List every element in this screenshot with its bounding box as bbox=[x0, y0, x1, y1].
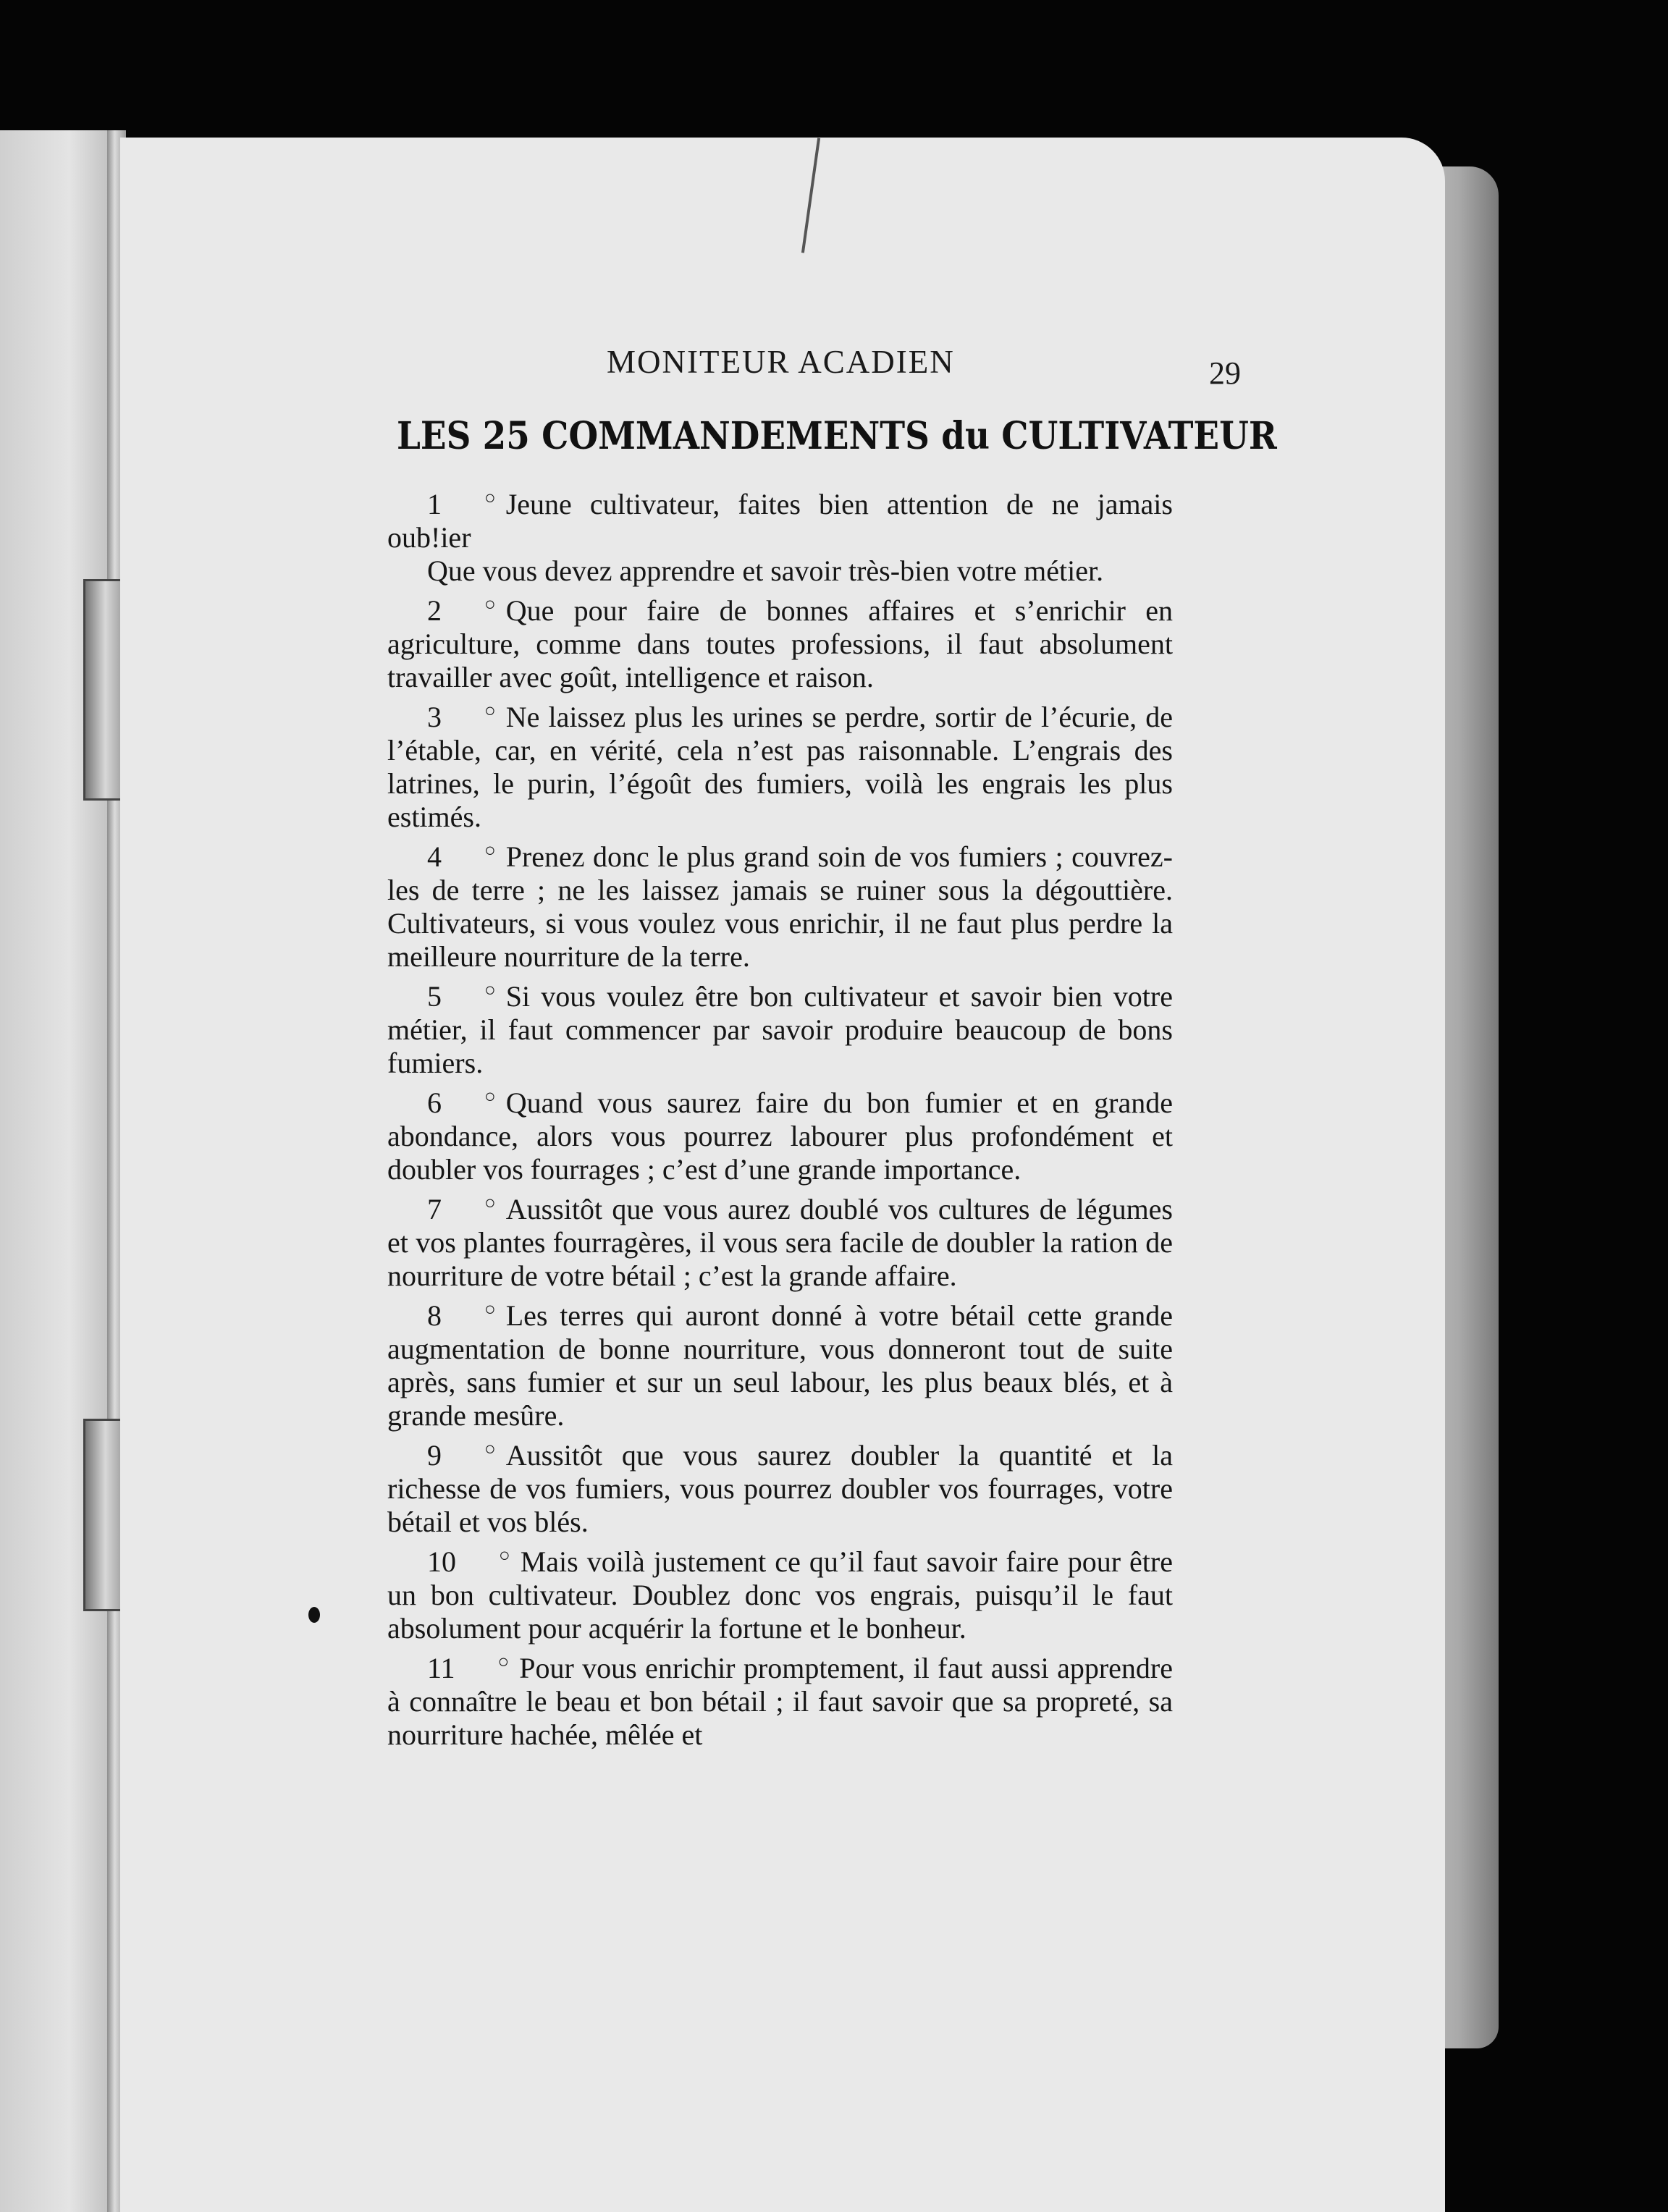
commandment-text: Mais voilà justement ce qu’il faut savoir faire pour être un bon cultivateur. Doublez donc vos engrais, puisqu’il le faut absolument pour acquérir la fortune et le bonheur. bbox=[387, 1545, 1173, 1645]
commandment-paragraph bbox=[387, 1645, 1173, 1752]
commandment-text: Quand vous saurez faire du bon fumier et en grande abondance, alors vous pourrez labourer plus profondément et doubler vos fourrages ; c’est d’une grande importance. bbox=[387, 1086, 1173, 1186]
commandment-text: Prenez donc le plus grand soin de vos fumiers ; couvrez-les de terre ; ne les laissez jamais se ruiner sous la dégouttière. Cultivateurs, si vous voulez vous enrichir, il ne faut plus perdre la meilleure nourriture de la terre. bbox=[387, 840, 1173, 973]
commandment-paragraph bbox=[387, 1293, 1173, 1432]
commandments-text bbox=[387, 481, 1173, 1752]
commandment-number: 9 bbox=[427, 1439, 442, 1472]
degree-mark: ○ bbox=[484, 840, 496, 861]
degree-mark: ○ bbox=[484, 1086, 496, 1107]
running-title: MONITEUR ACADIEN bbox=[607, 344, 955, 380]
commandment-paragraph bbox=[387, 694, 1173, 834]
commandment-number: 1 bbox=[427, 488, 442, 520]
commandment-text: Aussitôt que vous saurez doubler la quantité et la richesse de vos fumiers, vous pourrez doubler vos fourrages, votre bétail et vos blés. bbox=[387, 1439, 1173, 1538]
commandment-text: Pour vous enrichir promptement, il faut aussi apprendre à connaître le beau et bon bétail ; il faut savoir que sa propreté, sa nourriture hachée, mêlée et bbox=[387, 1652, 1173, 1751]
degree-mark: ○ bbox=[484, 979, 496, 1000]
degree-mark: ○ bbox=[484, 487, 496, 508]
page-number: 29 bbox=[1209, 355, 1241, 391]
commandment-paragraph bbox=[387, 834, 1173, 974]
commandment-number: 3 bbox=[427, 701, 442, 733]
commandment-number: 2 bbox=[427, 594, 442, 627]
page-tear-mark bbox=[801, 138, 820, 253]
commandment-number: 5 bbox=[427, 980, 442, 1013]
commandment-paragraph bbox=[387, 554, 1173, 588]
commandment-number: 6 bbox=[427, 1086, 442, 1119]
commandment-number: 8 bbox=[427, 1299, 442, 1332]
commandment-text: Que vous devez apprendre et savoir très-bien votre métier. bbox=[427, 554, 1104, 587]
article-title: LES 25 COMMANDEMENTS du CULTIVATEUR bbox=[397, 414, 1277, 458]
left-page-edge bbox=[0, 130, 116, 2212]
commandment-paragraph bbox=[387, 974, 1173, 1080]
commandment-paragraph bbox=[387, 1186, 1173, 1293]
degree-mark: ○ bbox=[497, 1651, 510, 1672]
commandment-text: Aussitôt que vous aurez doublé vos cultures de légumes et vos plantes fourragères, il vous sera facile de doubler la ration de nourriture de votre bétail ; c’est la grande affaire. bbox=[387, 1193, 1173, 1292]
degree-mark: ○ bbox=[499, 1545, 510, 1566]
degree-mark: ○ bbox=[484, 1438, 496, 1459]
commandment-text: Que pour faire de bonnes affaires et s’enrichir en agriculture, comme dans toutes professions, il faut absolument travailler avec goût, intelligence et raison. bbox=[387, 594, 1173, 693]
commandment-number: 10 bbox=[427, 1545, 456, 1578]
commandment-number: 7 bbox=[427, 1193, 442, 1225]
commandment-paragraph bbox=[387, 1539, 1173, 1645]
commandment-number: 4 bbox=[427, 840, 442, 873]
commandment-number: 11 bbox=[427, 1652, 455, 1684]
degree-mark: ○ bbox=[484, 700, 496, 721]
degree-mark: ○ bbox=[484, 1192, 496, 1213]
commandment-text: Jeune cultivateur, faites bien attention de ne jamais oub!ier bbox=[387, 488, 1173, 554]
degree-mark: ○ bbox=[484, 594, 496, 615]
commandment-paragraph bbox=[387, 588, 1173, 694]
commandment-text: Les terres qui auront donné à votre bétail cette grande augmentation de bonne nourriture, vous donneront tout de suite après, sans fumier et sur un seul labour, les plus beaux blés, et à grande mesûre. bbox=[387, 1299, 1173, 1432]
commandment-text: Si vous voulez être bon cultivateur et savoir bien votre métier, il faut commencer par savoir produire beaucoup de bons fumiers. bbox=[387, 980, 1173, 1079]
degree-mark: ○ bbox=[484, 1299, 496, 1320]
commandment-paragraph bbox=[387, 1432, 1173, 1539]
commandment-paragraph bbox=[387, 481, 1173, 554]
commandment-paragraph bbox=[387, 1080, 1173, 1186]
commandment-text: Ne laissez plus les urines se perdre, sortir de l’écurie, de l’étable, car, en vérité, cela n’est pas raisonnable. L’engrais des latrines, le purin, l’égoût des fumiers, voilà les engrais les plus estimés. bbox=[387, 701, 1173, 833]
ink-spot bbox=[308, 1607, 320, 1623]
